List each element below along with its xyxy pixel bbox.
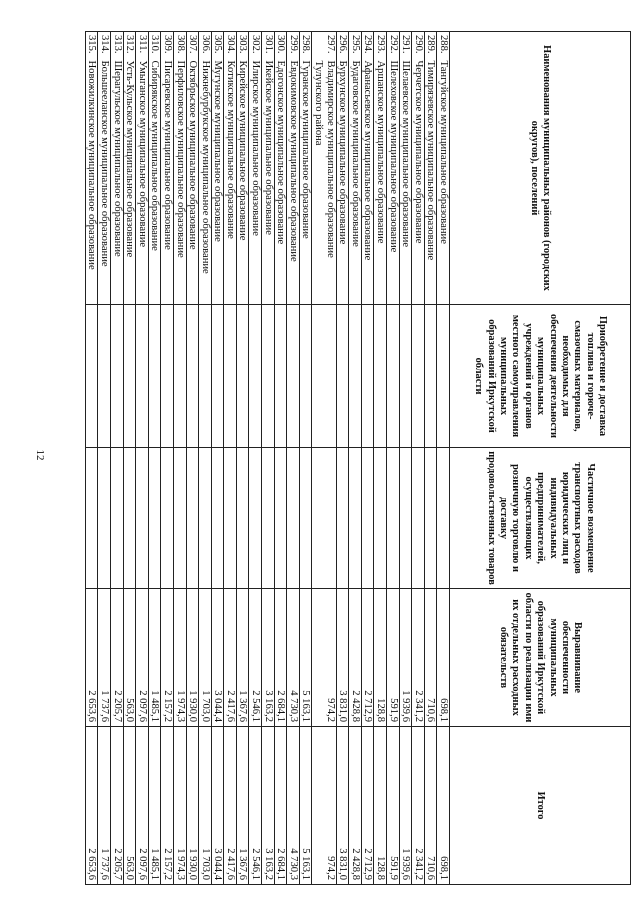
- table-row: [199, 32, 212, 885]
- fuel-value: [148, 305, 161, 448]
- table-row: [424, 32, 437, 885]
- equalization-value: 5 163,1: [299, 589, 312, 727]
- transport-value: [437, 448, 450, 589]
- equalization-value: 1 367,6: [236, 589, 249, 727]
- row-number: 311.: [136, 32, 149, 58]
- row-number: 289.: [424, 32, 437, 58]
- transport-value: [412, 448, 425, 589]
- municipality-name: Афанасьевское муниципальное образование: [361, 58, 374, 305]
- header-fuel: Приобретение и доставка топлива и горюче-смазочных материалов, необходимых для обеспечения деятельности муниципальных учреждений и органов местного самоуправления муниципальных образований Иркутской области: [450, 305, 631, 448]
- transport-value: [98, 448, 111, 589]
- row-number: 288.: [437, 32, 450, 58]
- total-value: 1 939,6: [399, 727, 412, 885]
- equalization-value: 591,9: [387, 589, 400, 727]
- total-value: 3 831,0: [336, 727, 349, 885]
- total-value: 2 653,6: [85, 727, 98, 885]
- municipality-name: Нижнебурбукское муниципальное образование: [199, 58, 212, 305]
- total-value: 698,1: [437, 727, 450, 885]
- transport-value: [274, 448, 287, 589]
- fuel-value: [98, 305, 111, 448]
- fuel-value: [424, 305, 437, 448]
- total-value: 2 428,8: [349, 727, 362, 885]
- table-row: [148, 32, 161, 885]
- fuel-value: [224, 305, 237, 448]
- table-row: [262, 32, 275, 885]
- equalization-value: 1 939,6: [399, 589, 412, 727]
- equalization-value: 2 428,8: [349, 589, 362, 727]
- table-row: [85, 32, 98, 885]
- municipality-name: Мугунское муниципальное образование: [211, 58, 224, 305]
- municipality-name: Умыганское муниципальное образование: [136, 58, 149, 305]
- fuel-value: [399, 305, 412, 448]
- table-row: [399, 32, 412, 885]
- municipality-name: Новожилкинское муниципальное образование: [85, 58, 98, 305]
- municipality-name: Шелеховское муниципальное образование: [387, 58, 400, 305]
- transport-value: [349, 448, 362, 589]
- transport-value: [199, 448, 212, 589]
- transport-value: [186, 448, 199, 589]
- table-row: [299, 32, 312, 885]
- row-number: 303.: [236, 32, 249, 58]
- row-number: 314.: [98, 32, 111, 58]
- transport-value: [287, 448, 300, 589]
- table-row: [361, 32, 374, 885]
- total-value: 1 485,1: [148, 727, 161, 885]
- row-number: 297.: [312, 32, 336, 58]
- fuel-value: [412, 305, 425, 448]
- row-number: 308.: [173, 32, 186, 58]
- fuel-value: [186, 305, 199, 448]
- equalization-value: 1 703,0: [199, 589, 212, 727]
- transport-value: [299, 448, 312, 589]
- equalization-value: 4 730,3: [287, 589, 300, 727]
- fuel-value: [287, 305, 300, 448]
- transport-value: [249, 448, 262, 589]
- transport-value: [224, 448, 237, 589]
- municipality-name: Едогонское муниципальное образование: [274, 58, 287, 305]
- table-row: [374, 32, 387, 885]
- transport-value: [173, 448, 186, 589]
- fuel-value: [161, 305, 174, 448]
- row-number: 305.: [211, 32, 224, 58]
- table-row: [437, 32, 450, 885]
- budget-table: [85, 31, 631, 885]
- municipality-name: Сибирякское муниципальное образование: [148, 58, 161, 305]
- table-body: [85, 32, 449, 885]
- equalization-value: 2 712,9: [361, 589, 374, 727]
- table-row: [186, 32, 199, 885]
- row-number: 294.: [361, 32, 374, 58]
- rotated-table-container: [75, 31, 631, 884]
- equalization-value: 1 485,1: [148, 589, 161, 727]
- municipality-name: Перфиловское муниципальное образование: [173, 58, 186, 305]
- equalization-value: 3 163,2: [262, 589, 275, 727]
- row-number: 298.: [299, 32, 312, 58]
- total-value: 2 097,6: [136, 727, 149, 885]
- table-row: [173, 32, 186, 885]
- municipality-name: Аршанское муниципальное образование: [374, 58, 387, 305]
- municipality-name: Шелаевское муниципальное образование: [399, 58, 412, 305]
- table-row: [161, 32, 174, 885]
- total-value: 4 730,3: [287, 727, 300, 885]
- municipality-name: Гуранское муниципальное образование: [299, 58, 312, 305]
- equalization-value: 3 831,0: [336, 589, 349, 727]
- fuel-value: [312, 305, 336, 448]
- equalization-value: 2 341,2: [412, 589, 425, 727]
- equalization-value: 710,6: [424, 589, 437, 727]
- transport-value: [374, 448, 387, 589]
- transport-value: [211, 448, 224, 589]
- table-row: [336, 32, 349, 885]
- row-number: 290.: [412, 32, 425, 58]
- total-value: 3 044,4: [211, 727, 224, 885]
- row-number: 306.: [199, 32, 212, 58]
- total-value: 1 367,6: [236, 727, 249, 885]
- header-equalization: Выравнивание обеспеченности муниципальных образований Иркутской области по реализации ими их отдельных расходных обязательств: [450, 589, 631, 727]
- table-row: [274, 32, 287, 885]
- transport-value: [361, 448, 374, 589]
- table-row: [236, 32, 249, 885]
- transport-value: [424, 448, 437, 589]
- municipality-name: Октябрьское муниципальное образование: [186, 58, 199, 305]
- municipality-name: Котикское муниципальное образование: [224, 58, 237, 305]
- total-value: 1 737,6: [98, 727, 111, 885]
- equalization-value: 1 737,6: [98, 589, 111, 727]
- table-header-row: [450, 32, 631, 885]
- municipality-name: Икейское муниципальное образование: [262, 58, 275, 305]
- fuel-value: [349, 305, 362, 448]
- fuel-value: [110, 305, 123, 448]
- municipality-name: Большееланское муниципальное образование: [98, 58, 111, 305]
- table-row: [98, 32, 111, 885]
- equalization-value: 3 044,4: [211, 589, 224, 727]
- row-number: 315.: [85, 32, 98, 58]
- fuel-value: [211, 305, 224, 448]
- fuel-value: [85, 305, 98, 448]
- row-number: 310.: [148, 32, 161, 58]
- transport-value: [399, 448, 412, 589]
- page-number: 12: [34, 449, 46, 461]
- fuel-value: [249, 305, 262, 448]
- table-row: [110, 32, 123, 885]
- equalization-value: 2 546,1: [249, 589, 262, 727]
- row-number: 309.: [161, 32, 174, 58]
- row-number: 312.: [123, 32, 136, 58]
- row-number: 307.: [186, 32, 199, 58]
- municipality-name: Илирское муниципальное образование: [249, 58, 262, 305]
- header-transport: Частичное возмещение транспортных расходов юридических лиц и индивидуальных предпринимателей, осуществляющих розничную торговлю и доставку продовольственных товаров: [450, 448, 631, 589]
- transport-value: [312, 448, 336, 589]
- municipality-name: Бурхунское муниципальное образование: [336, 58, 349, 305]
- total-value: 1 930,0: [186, 727, 199, 885]
- transport-value: [148, 448, 161, 589]
- municipality-name: Владимирское муниципальное образование Тулунского района: [312, 58, 336, 305]
- transport-value: [387, 448, 400, 589]
- fuel-value: [274, 305, 287, 448]
- row-number: 296.: [336, 32, 349, 58]
- equalization-value: 2 653,6: [85, 589, 98, 727]
- transport-value: [110, 448, 123, 589]
- fuel-value: [299, 305, 312, 448]
- row-number: 292.: [387, 32, 400, 58]
- equalization-value: 2 417,6: [224, 589, 237, 727]
- table-row: [387, 32, 400, 885]
- equalization-value: 2 097,6: [136, 589, 149, 727]
- total-value: 1 703,0: [199, 727, 212, 885]
- row-number: 293.: [374, 32, 387, 58]
- transport-value: [336, 448, 349, 589]
- header-total: Итого: [450, 727, 631, 885]
- fuel-value: [236, 305, 249, 448]
- total-value: 2 546,1: [249, 727, 262, 885]
- total-value: 5 163,1: [299, 727, 312, 885]
- fuel-value: [262, 305, 275, 448]
- transport-value: [161, 448, 174, 589]
- municipality-name: Шерагульское муниципальное образование: [110, 58, 123, 305]
- table-row: [249, 32, 262, 885]
- municipality-name: Черчетское муниципальное образование: [412, 58, 425, 305]
- transport-value: [262, 448, 275, 589]
- fuel-value: [437, 305, 450, 448]
- row-number: 304.: [224, 32, 237, 58]
- equalization-value: 2 684,1: [274, 589, 287, 727]
- table-row: [136, 32, 149, 885]
- header-name: Наименования муниципальных районов (городских округов), поселений: [450, 32, 631, 305]
- municipality-name: Писаревское муниципальное образование: [161, 58, 174, 305]
- total-value: 2 712,9: [361, 727, 374, 885]
- municipality-name: Будаговское муниципальное образование: [349, 58, 362, 305]
- equalization-value: 563,0: [123, 589, 136, 727]
- municipality-name: Тимирязевское муниципальное образование: [424, 58, 437, 305]
- row-number: 295.: [349, 32, 362, 58]
- table-row: [349, 32, 362, 885]
- equalization-value: 698,1: [437, 589, 450, 727]
- table-row: [123, 32, 136, 885]
- total-value: 974,2: [312, 727, 336, 885]
- fuel-value: [173, 305, 186, 448]
- municipality-name: Тангуйское муниципальное образование: [437, 58, 450, 305]
- total-value: 2 684,1: [274, 727, 287, 885]
- equalization-value: 2 205,7: [110, 589, 123, 727]
- total-value: 2 157,2: [161, 727, 174, 885]
- table-row: [312, 32, 336, 885]
- total-value: 128,8: [374, 727, 387, 885]
- total-value: 2 341,2: [412, 727, 425, 885]
- municipality-name: Кирейское муниципальное образование: [236, 58, 249, 305]
- fuel-value: [374, 305, 387, 448]
- transport-value: [236, 448, 249, 589]
- table-row: [412, 32, 425, 885]
- fuel-value: [199, 305, 212, 448]
- row-number: 302.: [249, 32, 262, 58]
- table-row: [211, 32, 224, 885]
- fuel-value: [361, 305, 374, 448]
- total-value: 3 163,2: [262, 727, 275, 885]
- equalization-value: 974,2: [312, 589, 336, 727]
- total-value: 2 205,7: [110, 727, 123, 885]
- municipality-name: Евдокимовское муниципальное образование: [287, 58, 300, 305]
- total-value: 2 417,6: [224, 727, 237, 885]
- fuel-value: [387, 305, 400, 448]
- total-value: 563,0: [123, 727, 136, 885]
- fuel-value: [123, 305, 136, 448]
- total-value: 710,6: [424, 727, 437, 885]
- row-number: 291.: [399, 32, 412, 58]
- fuel-value: [136, 305, 149, 448]
- total-value: 591,9: [387, 727, 400, 885]
- equalization-value: 2 157,2: [161, 589, 174, 727]
- equalization-value: 1 974,3: [173, 589, 186, 727]
- municipality-name: Усть-Кульское муниципальное образование: [123, 58, 136, 305]
- table-row: [287, 32, 300, 885]
- equalization-value: 1 930,0: [186, 589, 199, 727]
- row-number: 301.: [262, 32, 275, 58]
- table-row: [224, 32, 237, 885]
- fuel-value: [336, 305, 349, 448]
- row-number: 300.: [274, 32, 287, 58]
- equalization-value: 128,8: [374, 589, 387, 727]
- row-number: 313.: [110, 32, 123, 58]
- transport-value: [123, 448, 136, 589]
- transport-value: [85, 448, 98, 589]
- total-value: 1 974,3: [173, 727, 186, 885]
- row-number: 299.: [287, 32, 300, 58]
- transport-value: [136, 448, 149, 589]
